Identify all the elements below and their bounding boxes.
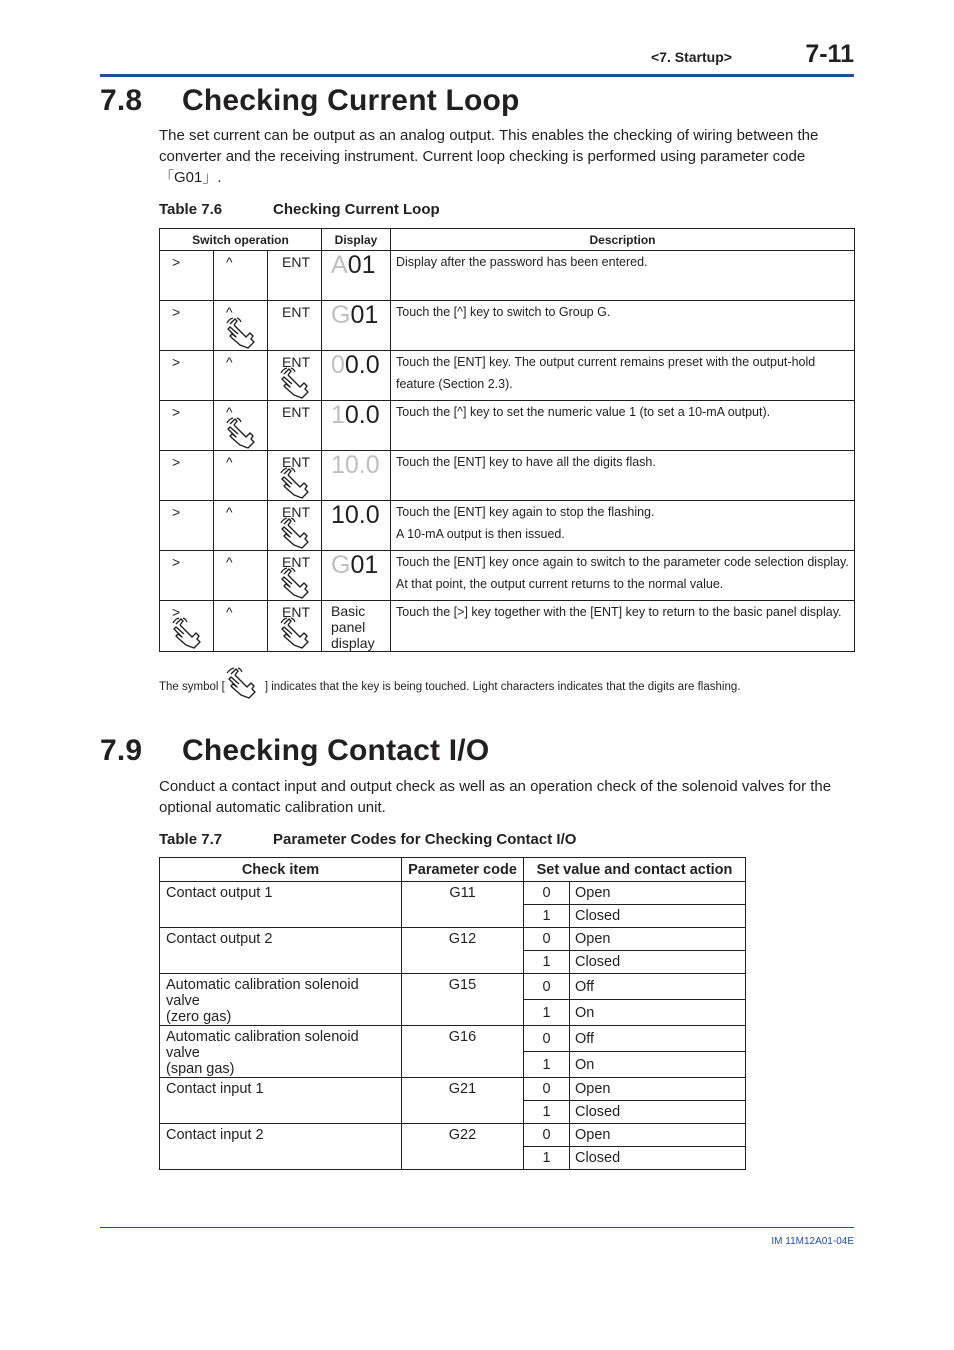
key-ent-label: ENT xyxy=(282,354,310,370)
display-flashing-digits: 1 xyxy=(331,401,345,429)
key-shift-label: > xyxy=(172,604,181,620)
key-ent-cell xyxy=(268,351,322,401)
contact-io-table xyxy=(159,857,746,1170)
description-cell xyxy=(391,401,855,451)
section-title-text: Checking Current Loop xyxy=(182,84,520,117)
display-text xyxy=(331,601,390,651)
table-row xyxy=(160,301,855,351)
display-digits: 10.0 xyxy=(331,501,380,529)
set-value-cell: 1 xyxy=(524,905,570,928)
header-description: Description xyxy=(391,229,855,251)
section-title-text: Checking Contact I/O xyxy=(182,734,490,767)
check-item-line: Contact input 1 xyxy=(166,1081,264,1097)
table-title: Checking Current Loop xyxy=(273,201,440,218)
section-7-8-title xyxy=(100,84,520,118)
table-header-row xyxy=(160,858,746,882)
document-id: IM 11M12A01-04E xyxy=(771,1236,854,1247)
description-line: At that point, the output current returns to the normal value. xyxy=(396,577,724,591)
display-digits: 0.0 xyxy=(344,401,380,429)
key-shift-cell xyxy=(160,401,214,451)
key-shift-cell xyxy=(160,601,214,652)
display-cell xyxy=(322,551,391,601)
para-line: Conduct a contact input and output check as well as an operation check of the solenoid valves for the xyxy=(159,778,832,795)
set-value-cell: 0 xyxy=(524,974,570,1000)
table-row xyxy=(160,928,746,951)
hand-touch-icon xyxy=(280,467,316,499)
para-line: 「G01」. xyxy=(159,169,222,186)
key-shift-cell xyxy=(160,451,214,501)
set-value-cell: 0 xyxy=(524,1026,570,1052)
section-number: 7.8 xyxy=(100,84,143,117)
table-row xyxy=(160,1026,746,1052)
parameter-code-cell: G21 xyxy=(402,1078,524,1124)
display-cell xyxy=(322,351,391,401)
contact-action-cell: Closed xyxy=(570,1101,746,1124)
description-line: Touch the [ENT] key once again to switch to the parameter code selection display. xyxy=(396,555,849,569)
parameter-code-cell: G12 xyxy=(402,928,524,974)
header-parameter-code: Parameter code xyxy=(402,858,524,882)
key-up-label: ^ xyxy=(226,254,233,270)
contact-action-cell: On xyxy=(570,1000,746,1026)
section-7-8-paragraph xyxy=(159,125,859,188)
current-loop-table xyxy=(159,228,855,652)
display-digits: 01 xyxy=(347,251,376,279)
key-up-cell xyxy=(214,301,268,351)
parameter-code-cell: G16 xyxy=(402,1026,524,1078)
description-cell xyxy=(391,301,855,351)
key-shift-cell xyxy=(160,551,214,601)
table-row xyxy=(160,601,855,652)
contact-action-cell: Closed xyxy=(570,1147,746,1170)
display-flashing-digits: G xyxy=(331,551,351,579)
hand-touch-icon xyxy=(280,617,316,649)
set-value-cell: 0 xyxy=(524,882,570,905)
set-value-cell: 1 xyxy=(524,1101,570,1124)
table-header-row xyxy=(160,229,855,251)
parameter-code-cell: G22 xyxy=(402,1124,524,1170)
key-shift-cell xyxy=(160,301,214,351)
description-line: feature (Section 2.3). xyxy=(396,377,513,391)
table-row xyxy=(160,974,746,1000)
display-flashing-digits: A xyxy=(331,251,348,279)
parameter-code-cell: G15 xyxy=(402,974,524,1026)
table-title: Parameter Codes for Checking Contact I/O xyxy=(273,831,577,848)
description-line: Touch the [^] key to switch to Group G. xyxy=(396,305,611,319)
key-up-label: ^ xyxy=(226,554,233,570)
display-cell xyxy=(322,601,391,652)
set-value-cell: 0 xyxy=(524,1124,570,1147)
display-flashing-digits: G xyxy=(331,301,351,329)
check-item-cell xyxy=(160,974,402,1026)
check-item-cell xyxy=(160,928,402,974)
key-ent-cell xyxy=(268,501,322,551)
set-value-cell: 1 xyxy=(524,951,570,974)
check-item-cell xyxy=(160,882,402,928)
display-cell xyxy=(322,301,391,351)
description-line: Touch the [ENT] key. The output current remains preset with the output-hold xyxy=(396,355,816,369)
note-text-after: ] indicates that the key is being touched. Light characters indicates that the digits are flashing. xyxy=(264,681,741,694)
check-item-line: Contact output 2 xyxy=(166,931,273,947)
check-item-cell xyxy=(160,1124,402,1170)
set-value-cell: 1 xyxy=(524,1052,570,1078)
description-line: Touch the [ENT] key again to stop the flashing. xyxy=(396,505,655,519)
key-ent-label: ENT xyxy=(282,304,310,320)
key-shift-label: > xyxy=(172,554,181,570)
description-line: Touch the [ENT] key to have all the digits flash. xyxy=(396,455,656,469)
contact-action-cell: On xyxy=(570,1052,746,1078)
footer-rule xyxy=(100,1227,854,1228)
key-ent-label: ENT xyxy=(282,404,310,420)
section-7-9-title xyxy=(100,734,489,768)
description-cell xyxy=(391,351,855,401)
header-switch-operation: Switch operation xyxy=(160,229,322,251)
contact-action-cell: Off xyxy=(570,974,746,1000)
hand-touch-icon xyxy=(280,567,316,599)
description-line: A 10-mA output is then issued. xyxy=(396,527,565,541)
key-shift-cell xyxy=(160,251,214,301)
table-label: Table 7.6 xyxy=(159,201,223,218)
table-row xyxy=(160,401,855,451)
check-item-line: Automatic calibration solenoid valve xyxy=(166,1029,359,1061)
key-up-label: ^ xyxy=(226,454,233,470)
key-up-cell xyxy=(214,551,268,601)
check-item-line: (span gas) xyxy=(166,1061,235,1077)
key-ent-cell xyxy=(268,601,322,652)
page-number: 7-11 xyxy=(805,40,854,68)
contact-action-cell: Open xyxy=(570,882,746,905)
key-up-cell xyxy=(214,351,268,401)
display-cell xyxy=(322,401,391,451)
set-value-cell: 1 xyxy=(524,1147,570,1170)
set-value-cell: 0 xyxy=(524,1078,570,1101)
display-digits: 0.0 xyxy=(344,351,380,379)
display-cell xyxy=(322,501,391,551)
key-ent-label: ENT xyxy=(282,604,310,620)
key-up-cell xyxy=(214,401,268,451)
contact-action-cell: Open xyxy=(570,1124,746,1147)
key-ent-cell xyxy=(268,451,322,501)
chapter-label: <7. Startup> xyxy=(651,49,732,65)
key-up-cell xyxy=(214,251,268,301)
key-up-label: ^ xyxy=(226,404,233,420)
set-value-cell: 1 xyxy=(524,1000,570,1026)
contact-action-cell: Off xyxy=(570,1026,746,1052)
key-ent-cell xyxy=(268,251,322,301)
check-item-line: Automatic calibration solenoid valve xyxy=(166,977,359,1009)
table-row xyxy=(160,551,855,601)
para-line: optional automatic calibration unit. xyxy=(159,799,386,816)
key-shift-label: > xyxy=(172,504,181,520)
hand-touch-icon xyxy=(280,517,316,549)
set-value-cell: 0 xyxy=(524,928,570,951)
key-up-cell xyxy=(214,601,268,652)
description-line: Display after the password has been entered. xyxy=(396,255,648,269)
display-flashing-digits: 0 xyxy=(331,351,345,379)
check-item-cell xyxy=(160,1026,402,1078)
check-item-cell xyxy=(160,1078,402,1124)
display-cell xyxy=(322,451,391,501)
key-shift-label: > xyxy=(172,404,181,420)
header-check-item: Check item xyxy=(160,858,402,882)
table-row xyxy=(160,351,855,401)
key-shift-cell xyxy=(160,351,214,401)
display-digits: 01 xyxy=(350,551,379,579)
header-display: Display xyxy=(322,229,391,251)
description-cell xyxy=(391,251,855,301)
display-text-line: display xyxy=(331,635,375,651)
table-row xyxy=(160,882,746,905)
key-up-label: ^ xyxy=(226,504,233,520)
table-row xyxy=(160,1078,746,1101)
display-flashing-digits: 10.0 xyxy=(331,451,380,479)
display-text-line: panel xyxy=(331,619,366,635)
contact-action-cell: Open xyxy=(570,928,746,951)
key-ent-label: ENT xyxy=(282,454,310,470)
para-line: The set current can be output as an analog output. This enables the checking of wiring between the xyxy=(159,127,819,144)
display-cell xyxy=(322,251,391,301)
hand-touch-icon xyxy=(280,367,316,399)
description-cell xyxy=(391,601,855,652)
check-item-line: Contact output 1 xyxy=(166,885,273,901)
table-row xyxy=(160,451,855,501)
display-digits: 01 xyxy=(350,301,379,329)
key-shift-label: > xyxy=(172,304,181,320)
table-label: Table 7.7 xyxy=(159,831,223,848)
check-item-line: Contact input 2 xyxy=(166,1127,264,1143)
section-7-9-paragraph xyxy=(159,776,859,818)
contact-action-cell: Closed xyxy=(570,951,746,974)
key-up-label: ^ xyxy=(226,304,233,320)
table-row xyxy=(160,501,855,551)
description-cell xyxy=(391,501,855,551)
touch-symbol-note xyxy=(159,671,740,703)
description-cell xyxy=(391,451,855,501)
table-7-6-caption xyxy=(159,201,440,218)
key-ent-label: ENT xyxy=(282,554,310,570)
description-line: Touch the [^] key to set the numeric value 1 (to set a 10-mA output). xyxy=(396,405,771,419)
hand-touch-icon xyxy=(226,417,262,449)
key-ent-cell xyxy=(268,551,322,601)
key-ent-label: ENT xyxy=(282,504,310,520)
table-row xyxy=(160,251,855,301)
key-up-cell xyxy=(214,451,268,501)
table-row xyxy=(160,1124,746,1147)
para-line: converter and the receiving instrument. Current loop checking is performed using parameter code xyxy=(159,148,806,165)
key-up-cell xyxy=(214,501,268,551)
hand-touch-icon xyxy=(225,667,265,699)
key-shift-cell xyxy=(160,501,214,551)
hand-touch-icon xyxy=(226,317,262,349)
contact-action-cell: Open xyxy=(570,1078,746,1101)
header-rule xyxy=(100,74,854,77)
key-shift-label: > xyxy=(172,354,181,370)
key-up-label: ^ xyxy=(226,354,233,370)
description-line: Touch the [>] key together with the [ENT] key to return to the basic panel display. xyxy=(396,605,842,619)
parameter-code-cell: G11 xyxy=(402,882,524,928)
note-text-before: The symbol [ xyxy=(159,681,225,694)
hand-touch-icon xyxy=(172,617,208,649)
header-set-value: Set value and contact action xyxy=(524,858,746,882)
display-text-line: Basic xyxy=(331,603,366,619)
contact-action-cell: Closed xyxy=(570,905,746,928)
section-number: 7.9 xyxy=(100,734,143,767)
table-7-7-caption xyxy=(159,831,576,848)
description-cell xyxy=(391,551,855,601)
key-ent-label: ENT xyxy=(282,254,310,270)
key-up-label: ^ xyxy=(226,604,233,620)
key-shift-label: > xyxy=(172,454,181,470)
key-ent-cell xyxy=(268,401,322,451)
key-ent-cell xyxy=(268,301,322,351)
check-item-line: (zero gas) xyxy=(166,1009,232,1025)
key-shift-label: > xyxy=(172,254,181,270)
